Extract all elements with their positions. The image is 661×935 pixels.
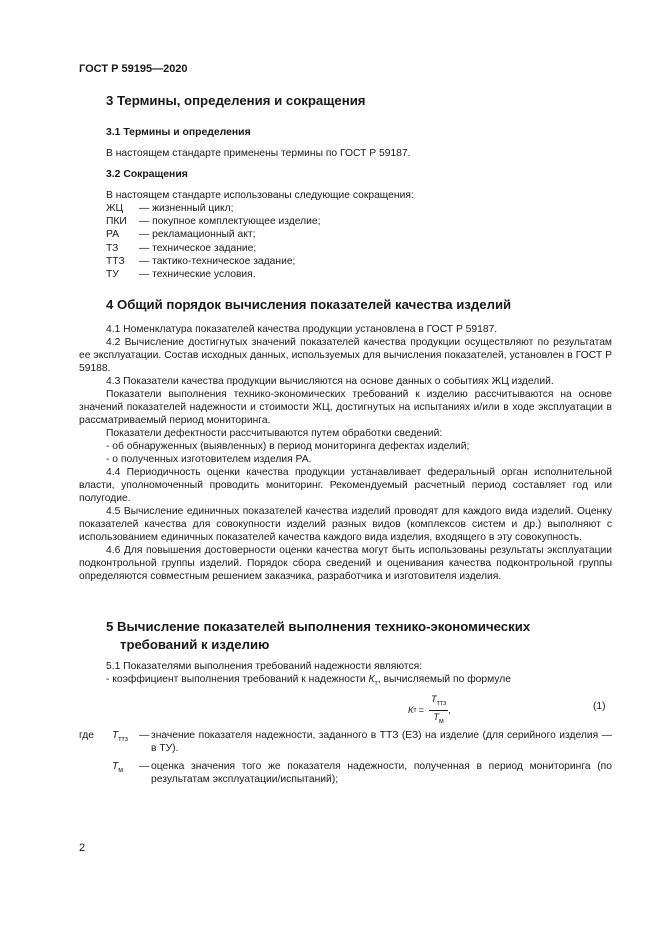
abbreviation-code: ТУ <box>106 269 119 281</box>
paragraph-4-6: 4.6 Для повышения достоверности оценки качества могут быть использованы результаты эксплуатации подконтрольной группы изделий. Порядок сбора сведений и оценивания качества подконтрольной группы определяются совместным решением заказчика, разработчика и изготовителя изделия. <box>79 545 612 582</box>
list-item-defects: - об обнаруженных (выявленных) в период мониторинга дефектах изделий; <box>106 441 470 452</box>
coefficient-text-pre: - коэффициент выполнения требований к надежности <box>106 674 369 685</box>
section-5-title-line2: требований к изделию <box>120 637 270 652</box>
abbreviation-item <box>106 255 321 268</box>
abbreviation-code: ЖЦ <box>106 203 124 214</box>
coefficient-text-post: , вычисляемый по формуле <box>377 674 511 685</box>
formula-numerator: $Т_{ттз}$ <box>429 694 448 711</box>
formula-fraction <box>429 694 448 727</box>
legend-symbol: $Т_м$ <box>112 761 124 775</box>
section-5-title <box>106 618 530 654</box>
abbreviation-list <box>106 202 321 281</box>
formula-lhs-sub: т <box>413 706 417 714</box>
formula-1 <box>408 694 451 727</box>
page-number: 2 <box>79 842 86 854</box>
legend-text: оценка значения того же показателя надежности, полученная в период мониторинга (по результатам эксплуатации/испытаний); <box>151 761 612 785</box>
legend-item-tm: $Т_м$ — оценка значения того же показателя надежности, полученная в период мониторинга (по результатам эксплуатации/испытаний); <box>112 761 612 785</box>
coefficient-symbol: К <box>368 674 375 685</box>
section-3-title: 3 Термины, определения и сокращения <box>106 93 366 108</box>
abbreviation-desc: — покупное комплектующее изделие; <box>139 216 321 228</box>
section-4-body <box>79 323 612 583</box>
section-3-1-text: В настоящем стандарте применены термины по ГОСТ Р 59187. <box>106 148 411 159</box>
abbreviation-code: ТТЗ <box>106 255 125 267</box>
abbreviation-desc: — технические условия. <box>139 269 256 281</box>
abbreviation-item <box>106 202 321 215</box>
legend-symbol: $Т_{ттз}$ <box>112 730 128 744</box>
paragraph-4-3: 4.3 Показатели качества продукции вычисляются на основе данных о событиях ЖЦ изделий. <box>106 376 554 387</box>
abbreviation-desc: — техническое задание; <box>139 242 257 254</box>
paragraph-defect: Показатели дефектности рассчитываются путем обработки сведений: <box>106 428 443 439</box>
formula-equals: = <box>418 705 425 716</box>
legend-item-tttz: где $Т_{ттз}$ — значение показателя надежности, заданного в ТТЗ (ЕЗ) на изделие (для серийного изделия — в ТУ). <box>79 730 612 754</box>
paragraph-5-1: 5.1 Показателями выполнения требований надежности являются: <box>106 661 423 672</box>
formula-legend <box>79 729 612 791</box>
paragraph-tech-econ: Показатели выполнения технико-экономических требований к изделию рассчитываются на основе значений показателей надежности и стоимости ЖЦ, достигнутых на испытаниях и/или в ходе эксплуатации в рассматриваемый период мониторинга. <box>79 389 612 426</box>
abbreviation-code: ТЗ <box>106 242 119 254</box>
abbreviation-code: РА <box>106 229 120 241</box>
formula-lhs: К <box>408 705 414 716</box>
abbreviation-desc: — жизненный цикл; <box>139 203 234 214</box>
section-3-1-title: 3.1 Термины и определения <box>106 127 251 138</box>
abbreviation-desc: — рекламационный акт; <box>139 229 256 241</box>
abbreviation-item <box>106 242 321 255</box>
abbreviation-item <box>106 228 321 241</box>
section-3-2-title: 3.2 Сокращения <box>106 169 188 180</box>
abbreviation-code: ПКИ <box>106 216 127 228</box>
reliability-coefficient-item <box>106 673 611 690</box>
paragraph-4-4: 4.4 Периодичность оценки качества продукции устанавливает федеральный орган исполнительной власти, уполномоченный проводить мониторинг. Рекомендуемый расчетный период составляет год или полугодие. <box>79 467 612 504</box>
formula-denominator: $Т_м$ <box>433 711 444 725</box>
formula-number: (1) <box>593 701 606 712</box>
where-word: где <box>79 730 95 741</box>
coefficient-subscript: т <box>374 680 378 688</box>
section-5-title-line1: 5 Вычисление показателей выполнения технико-экономических <box>106 619 531 634</box>
paragraph-4-2: 4.2 Вычисление достигнутых значений показателей качества продукции осуществляют по результатам ее эксплуатации. Состав исходных данных, используемых для вычисления показателей, установлен в ГОСТ Р 59188. <box>79 337 612 374</box>
abbreviation-desc: — тактико-техническое задание; <box>139 255 296 267</box>
section-4-title: 4 Общий порядок вычисления показателей качества изделий <box>106 297 512 312</box>
document-header: ГОСТ Р 59195—2020 <box>79 63 188 75</box>
paragraph-4-5: 4.5 Вычисление единичных показателей качества изделий проводят для каждого вида изделий. Оценку показателей качества для совокупности изделий разных видов (комплексов систем и др.) выполняют с использованием единичных показателей качества каждого вида изделия, входящего в эту совокупность. <box>79 506 612 543</box>
paragraph-4-1: 4.1 Номенклатура показателей качества продукции установлена в ГОСТ Р 59187. <box>106 324 498 335</box>
abbreviation-item <box>106 268 321 281</box>
list-item-ra: - о полученных изготовителем изделия РА. <box>106 454 312 465</box>
section-3-2-intro: В настоящем стандарте использованы следующие сокращения: <box>106 190 414 201</box>
legend-text: значение показателя надежности, заданного в ТТЗ (ЕЗ) на изделие (для серийного изделия — в ТУ). <box>151 730 612 754</box>
abbreviation-item <box>106 215 321 228</box>
formula-tail: , <box>448 705 451 716</box>
